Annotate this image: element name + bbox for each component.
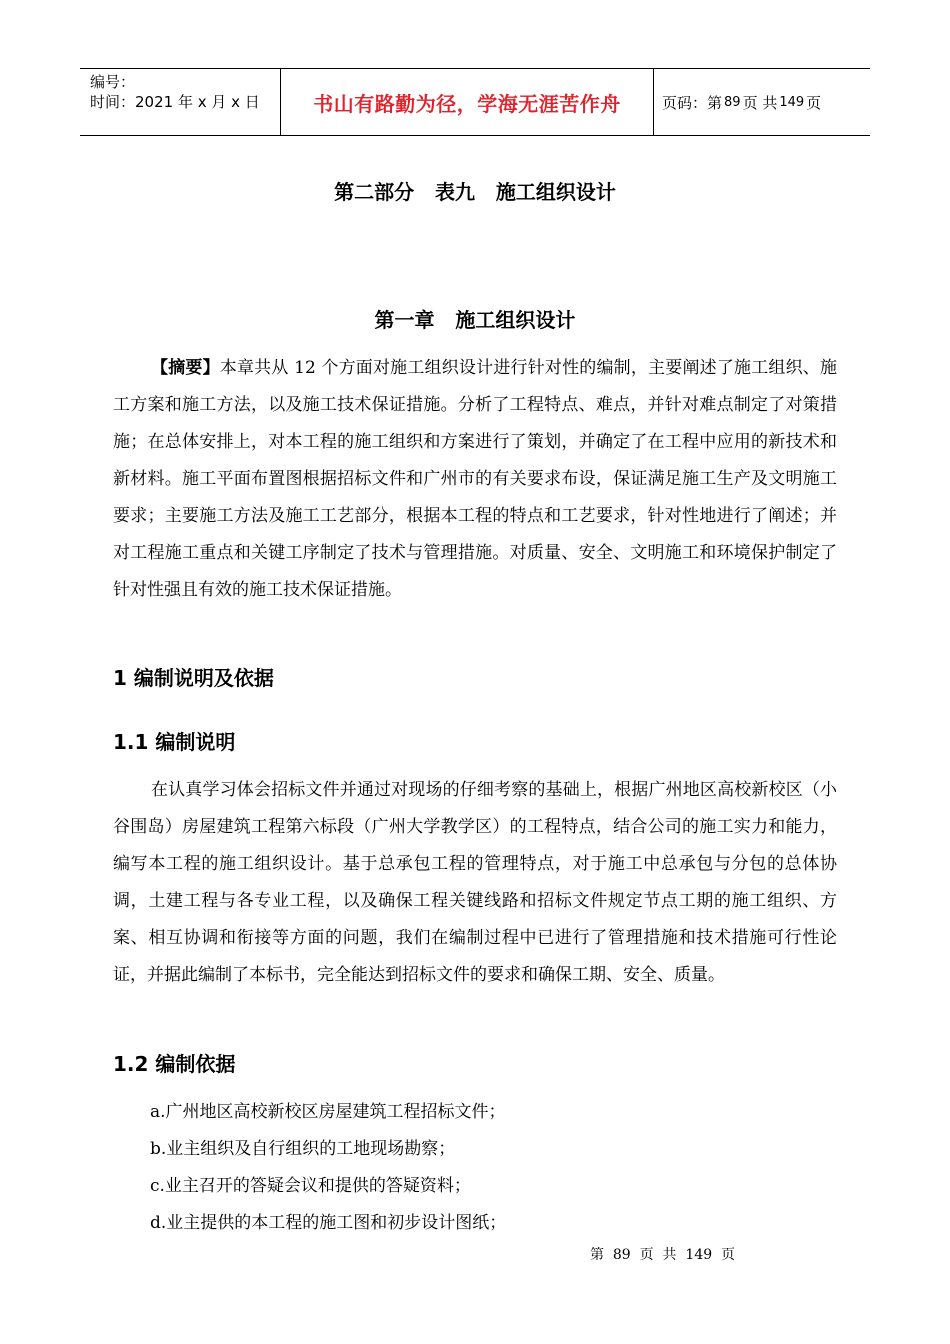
list-item: c.业主召开的答疑会议和提供的答疑资料； [150,1176,471,1196]
section-1-2-heading: 1.2 编制依据 [113,1052,236,1076]
page-prefix: 页码：第 [662,93,723,112]
serial-number-label: 编号： [90,73,136,91]
section-1-1-paragraph: 在认真学习体会招标文件并通过对现场的仔细考察的基础上，根据广州地区高校新校区（小谷围岛）房屋建筑工程第六标段（广州大学教学区）的工程特点，结合公司的施工实力和能力，编写本工程的施工组织设计。基于总承包工程的管理特点，对于施工中总承包与分包的总体协调，土建工程与各专业工程，以及确保工程关键线路和招标文件规定节点工期的施工组织、方案、相互协调和衔接等方面的问题，我们在编制过程中已进行了管理措施和技术措施可行性论证，并据此编制了本标书，完全能达到招标文件的要求和确保工期、安全、质量。 [113,780,837,985]
basis-list [150,1094,506,1242]
page-mid: 页 共 [742,93,778,112]
chapter-title: 第一章 施工组织设计 [374,308,576,332]
list-item: b.业主组织及自行组织的工地现场勘察； [150,1139,456,1159]
section-1-1-heading: 1.1 编制说明 [113,730,236,754]
page-suffix: 页 [806,93,822,112]
page-current: 89 [724,94,741,110]
list-item: a.广州地区高校新校区房屋建筑工程招标文件； [150,1102,506,1122]
section-1-heading: 1 编制说明及依据 [113,666,274,690]
header-motto: 书山有路勤为径，学海无涯苦作舟 [281,69,654,135]
part-title: 第二部分 表九 施工组织设计 [334,180,616,204]
page-footer: 第 89 页 共 149 页 [590,1247,736,1263]
abstract-text: 本章共从 12 个方面对施工组织设计进行针对性的编制，主要阐述了施工组织、施工方案和施工方法，以及施工技术保证措施。分析了工程特点、难点，并针对难点制定了对策措施；在总体安排上，对本工程的施工组织和方案进行了策划，并确定了在工程中应用的新技术和新材料。施工平面布置图根据招标文件和广州市的有关要求布设，保证满足施工生产及文明施工要求；主要施工方法及施工工艺部分，根据本工程的特点和工艺要求，针对性地进行了阐述；并对工程施工重点和关键工序制定了技术与管理措施。对质量、安全、文明施工和环境保护制定了针对性强且有效的施工技术保证措施。 [113,358,837,600]
list-item: d.业主提供的本工程的施工图和初步设计图纸； [150,1213,507,1233]
date-label: 时间：2021 年 x 月 x 日 [90,93,260,111]
header-page-info [654,69,870,135]
header-meta-cell [80,69,281,135]
page-total: 149 [779,94,805,110]
abstract-paragraph [113,350,837,609]
document-header [80,68,870,136]
abstract-lead: 【摘要】 [151,358,220,378]
